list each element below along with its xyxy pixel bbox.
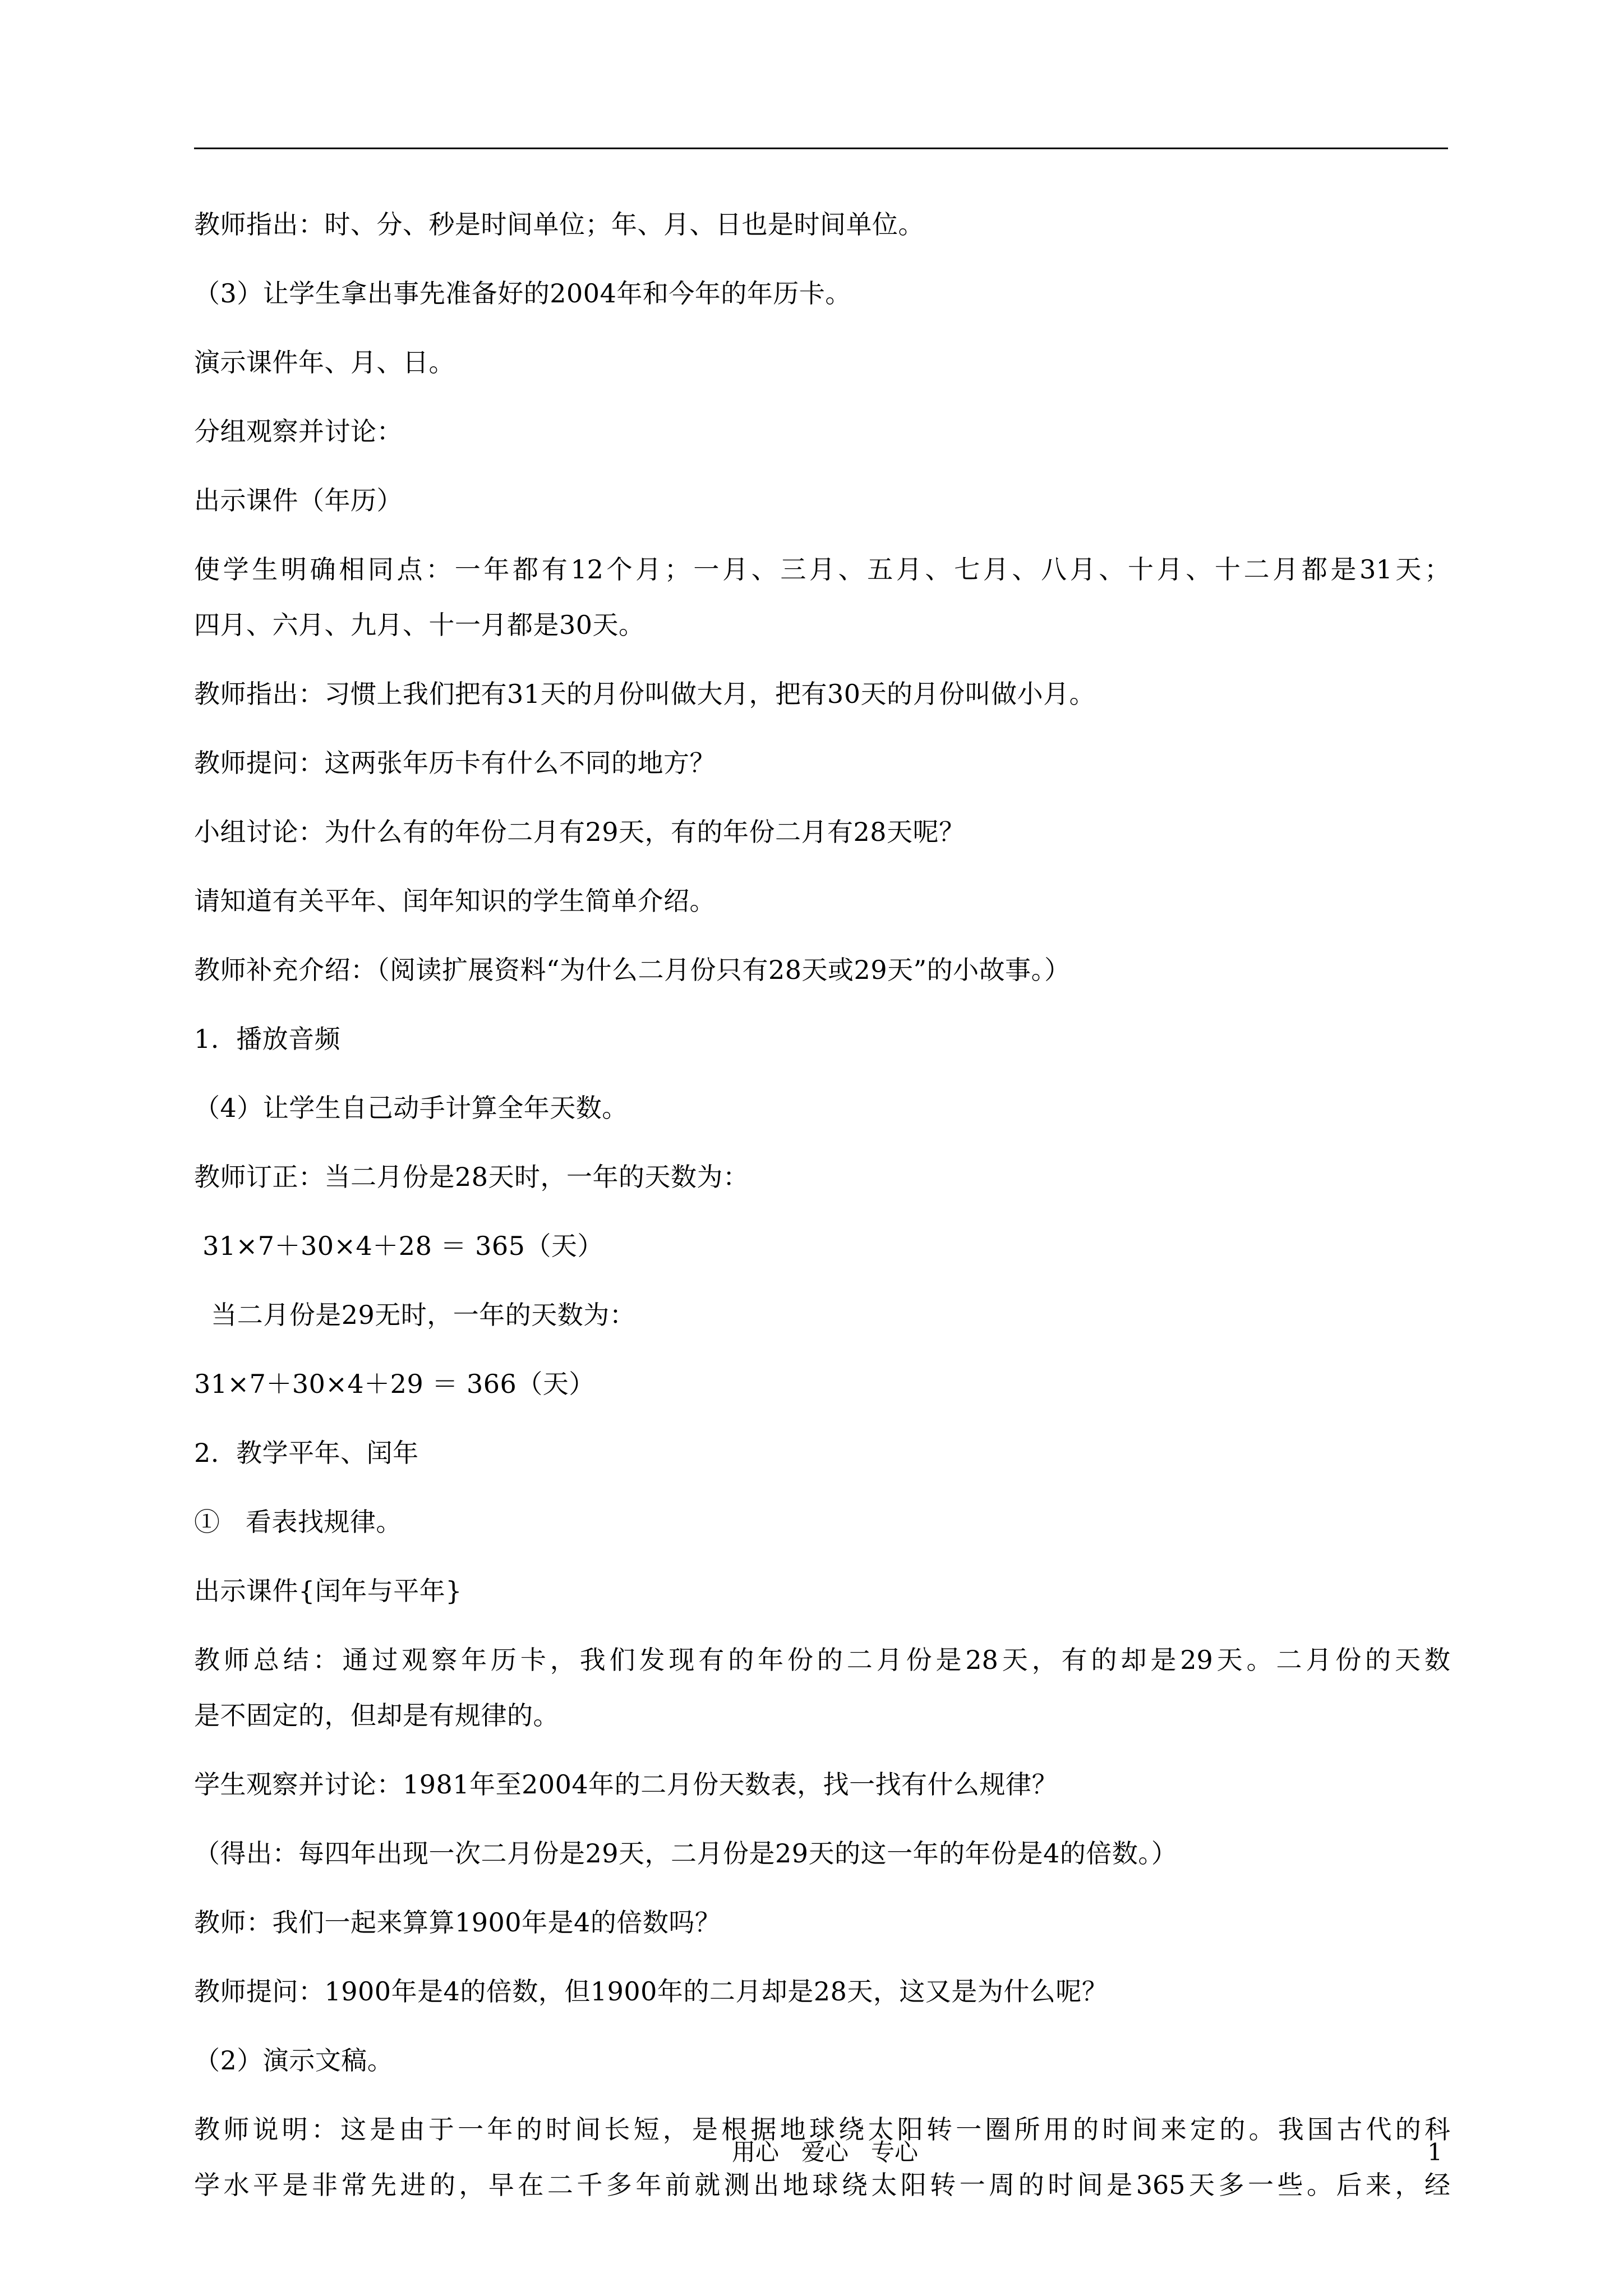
paragraph-line: 教师指出：习惯上我们把有31天的月份叫做大月，把有30天的月份叫做小月。: [194, 679, 1096, 709]
formula-line: 31×7＋30×4＋28 ＝ 365（天）: [194, 1231, 603, 1261]
footer-motto-2: 爱心: [801, 2138, 849, 2166]
paragraph-line: 教师提问：这两张年历卡有什么不同的地方？: [194, 748, 716, 778]
paragraph-line: 是不固定的，但却是有规律的。: [194, 1700, 559, 1731]
paragraph-line: 教师补充介绍：（阅读扩展资料“为什么二月份只有28天或29天”的小故事。）: [194, 955, 1071, 985]
paragraph-line: 学水平是非常先进的，早在二千多年前就测出地球绕太阳转一周的时间是365天多一些。后来，经: [194, 2170, 1450, 2200]
footer-motto-1: 用心: [732, 2138, 780, 2166]
paragraph-line: （3）让学生拿出事先准备好的2004年和今年的年历卡。: [194, 278, 851, 309]
paragraph-line: 使学生明确相同点：一年都有12个月；一月、三月、五月、七月、八月、十月、十二月都是31天；: [194, 554, 1450, 585]
paragraph-line: 学生观察并讨论：1981年至2004年的二月份天数表，找一找有什么规律？: [194, 1769, 1058, 1800]
footer-motto: [721, 2138, 919, 2166]
footer-motto-3: 专心: [871, 2138, 919, 2166]
document-body: [194, 209, 1450, 2238]
paragraph-line: 教师订正：当二月份是28天时，一年的天数为：: [194, 1162, 749, 1192]
paragraph-line: ① 看表找规律。: [194, 1507, 402, 1537]
paragraph-line: 请知道有关平年、闰年知识的学生简单介绍。: [194, 886, 716, 916]
paragraph-line: 2. 教学平年、闰年: [194, 1438, 419, 1468]
paragraph-line: 分组观察并讨论：: [194, 416, 403, 447]
paragraph-line: 教师总结：通过观察年历卡，我们发现有的年份的二月份是28天，有的却是29天。二月份的天数: [194, 1645, 1450, 1675]
paragraph-line: 演示课件年、月、日。: [194, 347, 455, 378]
paragraph-line: 教师说明：这是由于一年的时间长短，是根据地球绕太阳转一圈所用的时间来定的。我国古代的科: [194, 2114, 1450, 2145]
header-rule: [194, 148, 1448, 149]
paragraph-line: （2）演示文稿。: [194, 2045, 394, 2076]
paragraph-line: （得出：每四年出现一次二月份是29天，二月份是29天的这一年的年份是4的倍数。）: [194, 1838, 1178, 1869]
paragraph-line: 教师提问：1900年是4的倍数，但1900年的二月却是28天，这又是为什么呢？: [194, 1976, 1108, 2007]
paragraph-line: （4）让学生自己动手计算全年天数。: [194, 1093, 628, 1123]
paragraph-line: 1. 播放音频: [194, 1024, 341, 1054]
paragraph-line: 小组讨论：为什么有的年份二月有29天，有的年份二月有28天呢？: [194, 817, 965, 847]
paragraph-line: 出示课件{闰年与平年}: [194, 1576, 463, 1606]
paragraph-line: 教师：我们一起来算算1900年是4的倍数吗？: [194, 1907, 721, 1938]
paragraph-line: 当二月份是29无时，一年的天数为：: [194, 1300, 636, 1330]
paragraph-line: 四月、六月、九月、十一月都是30天。: [194, 610, 645, 640]
formula-line: 31×7＋30×4＋29 ＝ 366（天）: [194, 1369, 595, 1399]
page-number: 1: [1427, 2138, 1442, 2166]
paragraph-line: 教师指出：时、分、秒是时间单位；年、月、日也是时间单位。: [194, 209, 924, 240]
paragraph-line: 出示课件（年历）: [194, 485, 403, 516]
